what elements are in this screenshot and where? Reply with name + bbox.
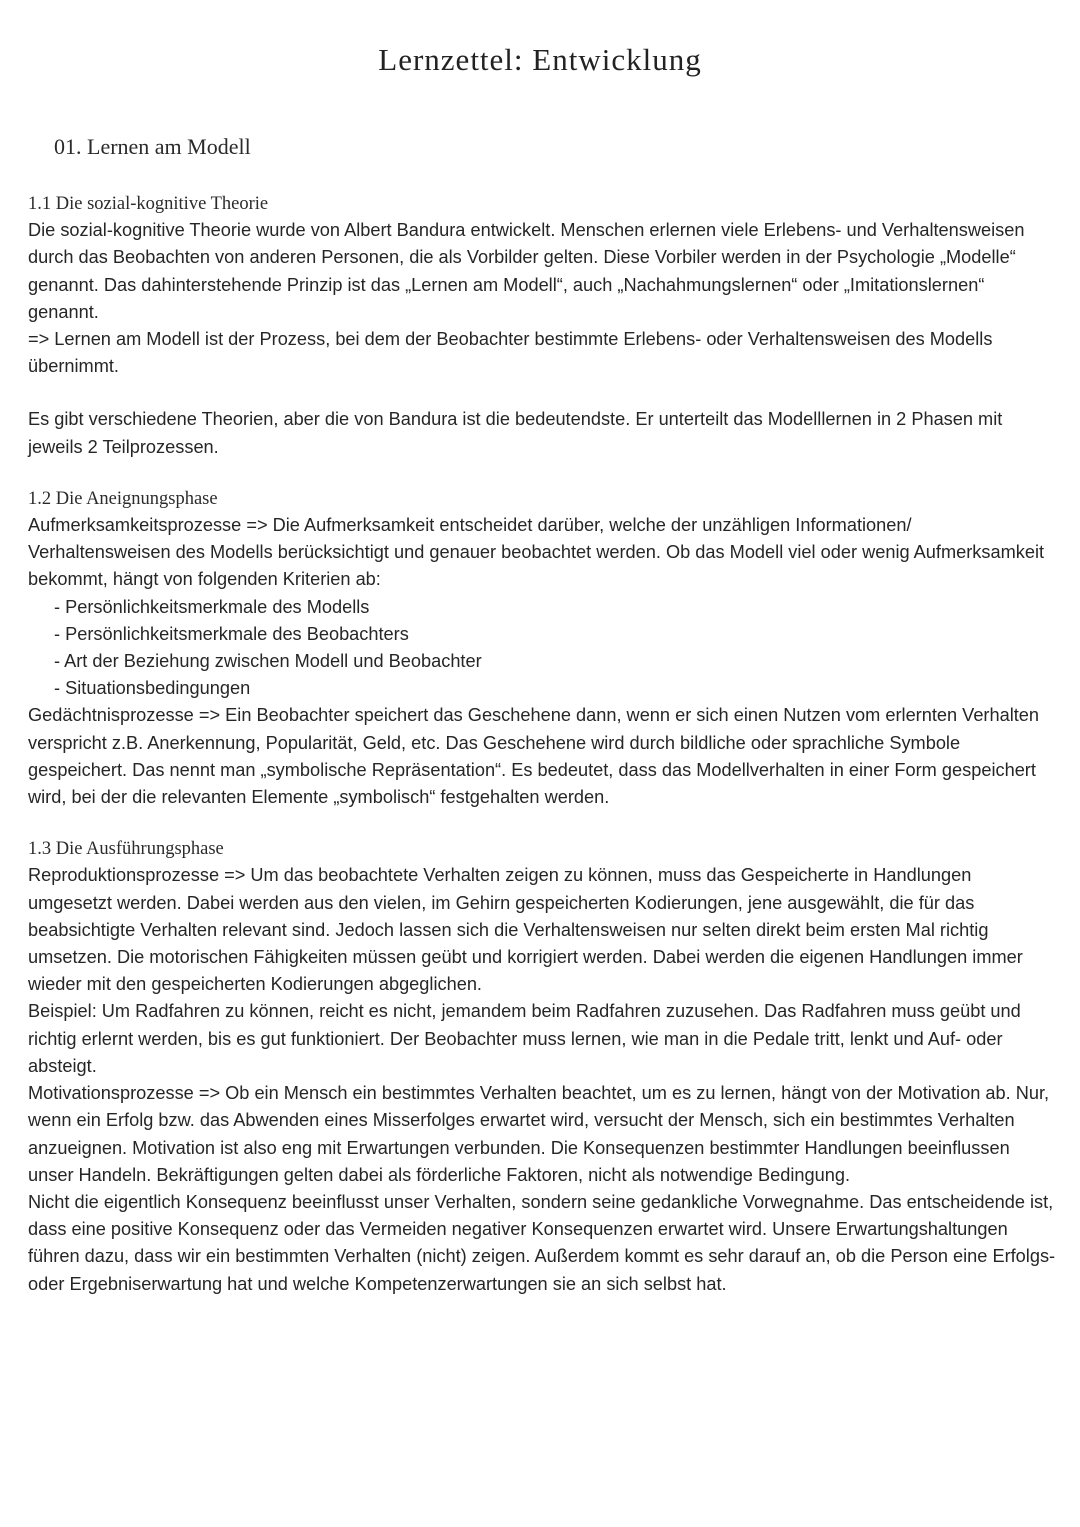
section-heading: 1.2 Die Aneignungsphase	[28, 487, 222, 511]
section-1-2	[28, 485, 1058, 811]
section-heading: 1.3 Die Ausführungsphase	[28, 837, 228, 861]
paragraph: Motivationsprozesse => Ob ein Mensch ein bestimmtes Verhalten beachtet, um es zu lernen, hängt von der Motivation ab. Nur, wenn ein Erfolg bzw. das Abwenden eines Misserfolges erwartet wird, versucht der Mensch, sich ein bestimmtes Verhalten anzueignen. Motivation ist also eng mit Erwartungen verbunden. Die Konsequenzen bestimmter Handlungen beeinflussen unser Handeln. Bekräftigungen gelten dabei als förderliche Faktoren, nicht als notwendige Bedingung.	[28, 1083, 1050, 1185]
title-container	[0, 42, 1080, 80]
paragraph: Beispiel: Um Radfahren zu können, reicht es nicht, jemandem beim Radfahren zuzusehen. Das Radfahren muss geübt und richtig erlernt werden, bis es gut funktioniert. Der Beobachter muss lernen, wie man in die Pedale tritt, lenkt und Auf- oder absteigt.	[28, 1001, 1021, 1076]
paragraph: => Lernen am Modell ist der Prozess, bei dem der Beobachter bestimmte Erlebens- oder Verhaltensweisen des Modells übernimmt.	[28, 329, 993, 377]
paragraph: Aufmerksamkeitsprozesse => Die Aufmerksamkeit entscheidet darüber, welche der unzähligen Informationen/ Verhaltensweisen des Modells berücksichtigt und genauer beobachtet werden. Ob das Modell viel oder wenig Aufmerksamkeit bekommt, hängt von folgenden Kriterien ab:	[28, 515, 1045, 590]
list-item: - Persönlichkeitsmerkmale des Beobachters	[54, 621, 1058, 648]
spacer	[28, 380, 1058, 406]
paragraph: Nicht die eigentlich Konsequenz beeinflusst unser Verhalten, sondern seine gedankliche Vorwegnahme. Das entscheidende ist, dass eine positive Konsequenz oder das Vermeiden negativer Konsequenzen erwartet wird. Unsere Erwartungshaltungen führen dazu, dass wir ein bestimmten Verhalten (nicht) zeigen. Außerdem kommt es sehr darauf an, ob die Person eine Erfolgs- oder Ergebniserwartung hat und welche Kompetenzerwartungen sie an sich selbst hat.	[28, 1191, 1056, 1294]
chapter-heading: 01. Lernen am Modell	[54, 134, 255, 161]
page-title: Lernzettel: Entwicklung	[374, 42, 705, 80]
list-item: - Persönlichkeitsmerkmale des Modells	[54, 594, 1058, 621]
section-1-3	[28, 835, 1058, 1297]
paragraph: Gedächtnisprozesse => Ein Beobachter speichert das Geschehene dann, wenn er sich einen Nutzen vom erlernten Verhalten verspricht z.B. Anerkennung, Popularität, Geld, etc. Das Geschehene wird durch bildliche oder sprachliche Symbole gespeichert. Das nennt man „symbolische Repräsentation“. Es bedeutet, dass das Modellverhalten in einer Form gespeichert wird, bei der die relevanten Elemente „symbolisch“ festgehalten werden.	[28, 705, 1040, 808]
list-item: - Art der Beziehung zwischen Modell und Beobachter	[54, 648, 1058, 675]
paragraph: Es gibt verschiedene Theorien, aber die von Bandura ist die bedeutendste. Er unterteilt das Modelllernen in 2 Phasen mit jeweils 2 Teilprozessen.	[28, 409, 1003, 457]
paragraph: Reproduktionsprozesse => Um das beobachtete Verhalten zeigen zu können, muss das Gespeicherte in Handlungen umgesetzt werden. Dabei werden aus den vielen, im Gehirn gespeicherten Kodierungen, jene ausgewählt, die für das beabsichtigte Verhalten relevant sind. Jedoch lassen sich die Verhaltensweisen nur selten direkt beim ersten Mal richtig umsetzen. Die motorischen Fähigkeiten müssen geübt und korrigiert werden. Dabei werden die eigenen Handlungen immer wieder mit den gespeicherten Kodierungen abgeglichen.	[28, 865, 1023, 995]
spacer	[28, 461, 1058, 485]
section-1-1	[28, 190, 1058, 461]
section-heading: 1.1 Die sozial-kognitive Theorie	[28, 192, 272, 216]
paragraph: Die sozial-kognitive Theorie wurde von Albert Bandura entwickelt. Menschen erlernen viele Erlebens- und Verhaltensweisen durch das Beobachten von anderen Personen, die als Vorbilder gelten. Diese Vorbiler werden in der Psychologie „Modelle“ genannt. Das dahinterstehende Prinzip ist das „Lernen am Modell“, auch „Nachahmungslernen“ oder „Imitationslernen“ genannt.	[28, 220, 1025, 322]
list-item: - Situationsbedingungen	[54, 675, 1058, 702]
document-body	[28, 190, 1058, 1298]
spacer	[28, 811, 1058, 835]
criteria-list	[28, 594, 1058, 703]
